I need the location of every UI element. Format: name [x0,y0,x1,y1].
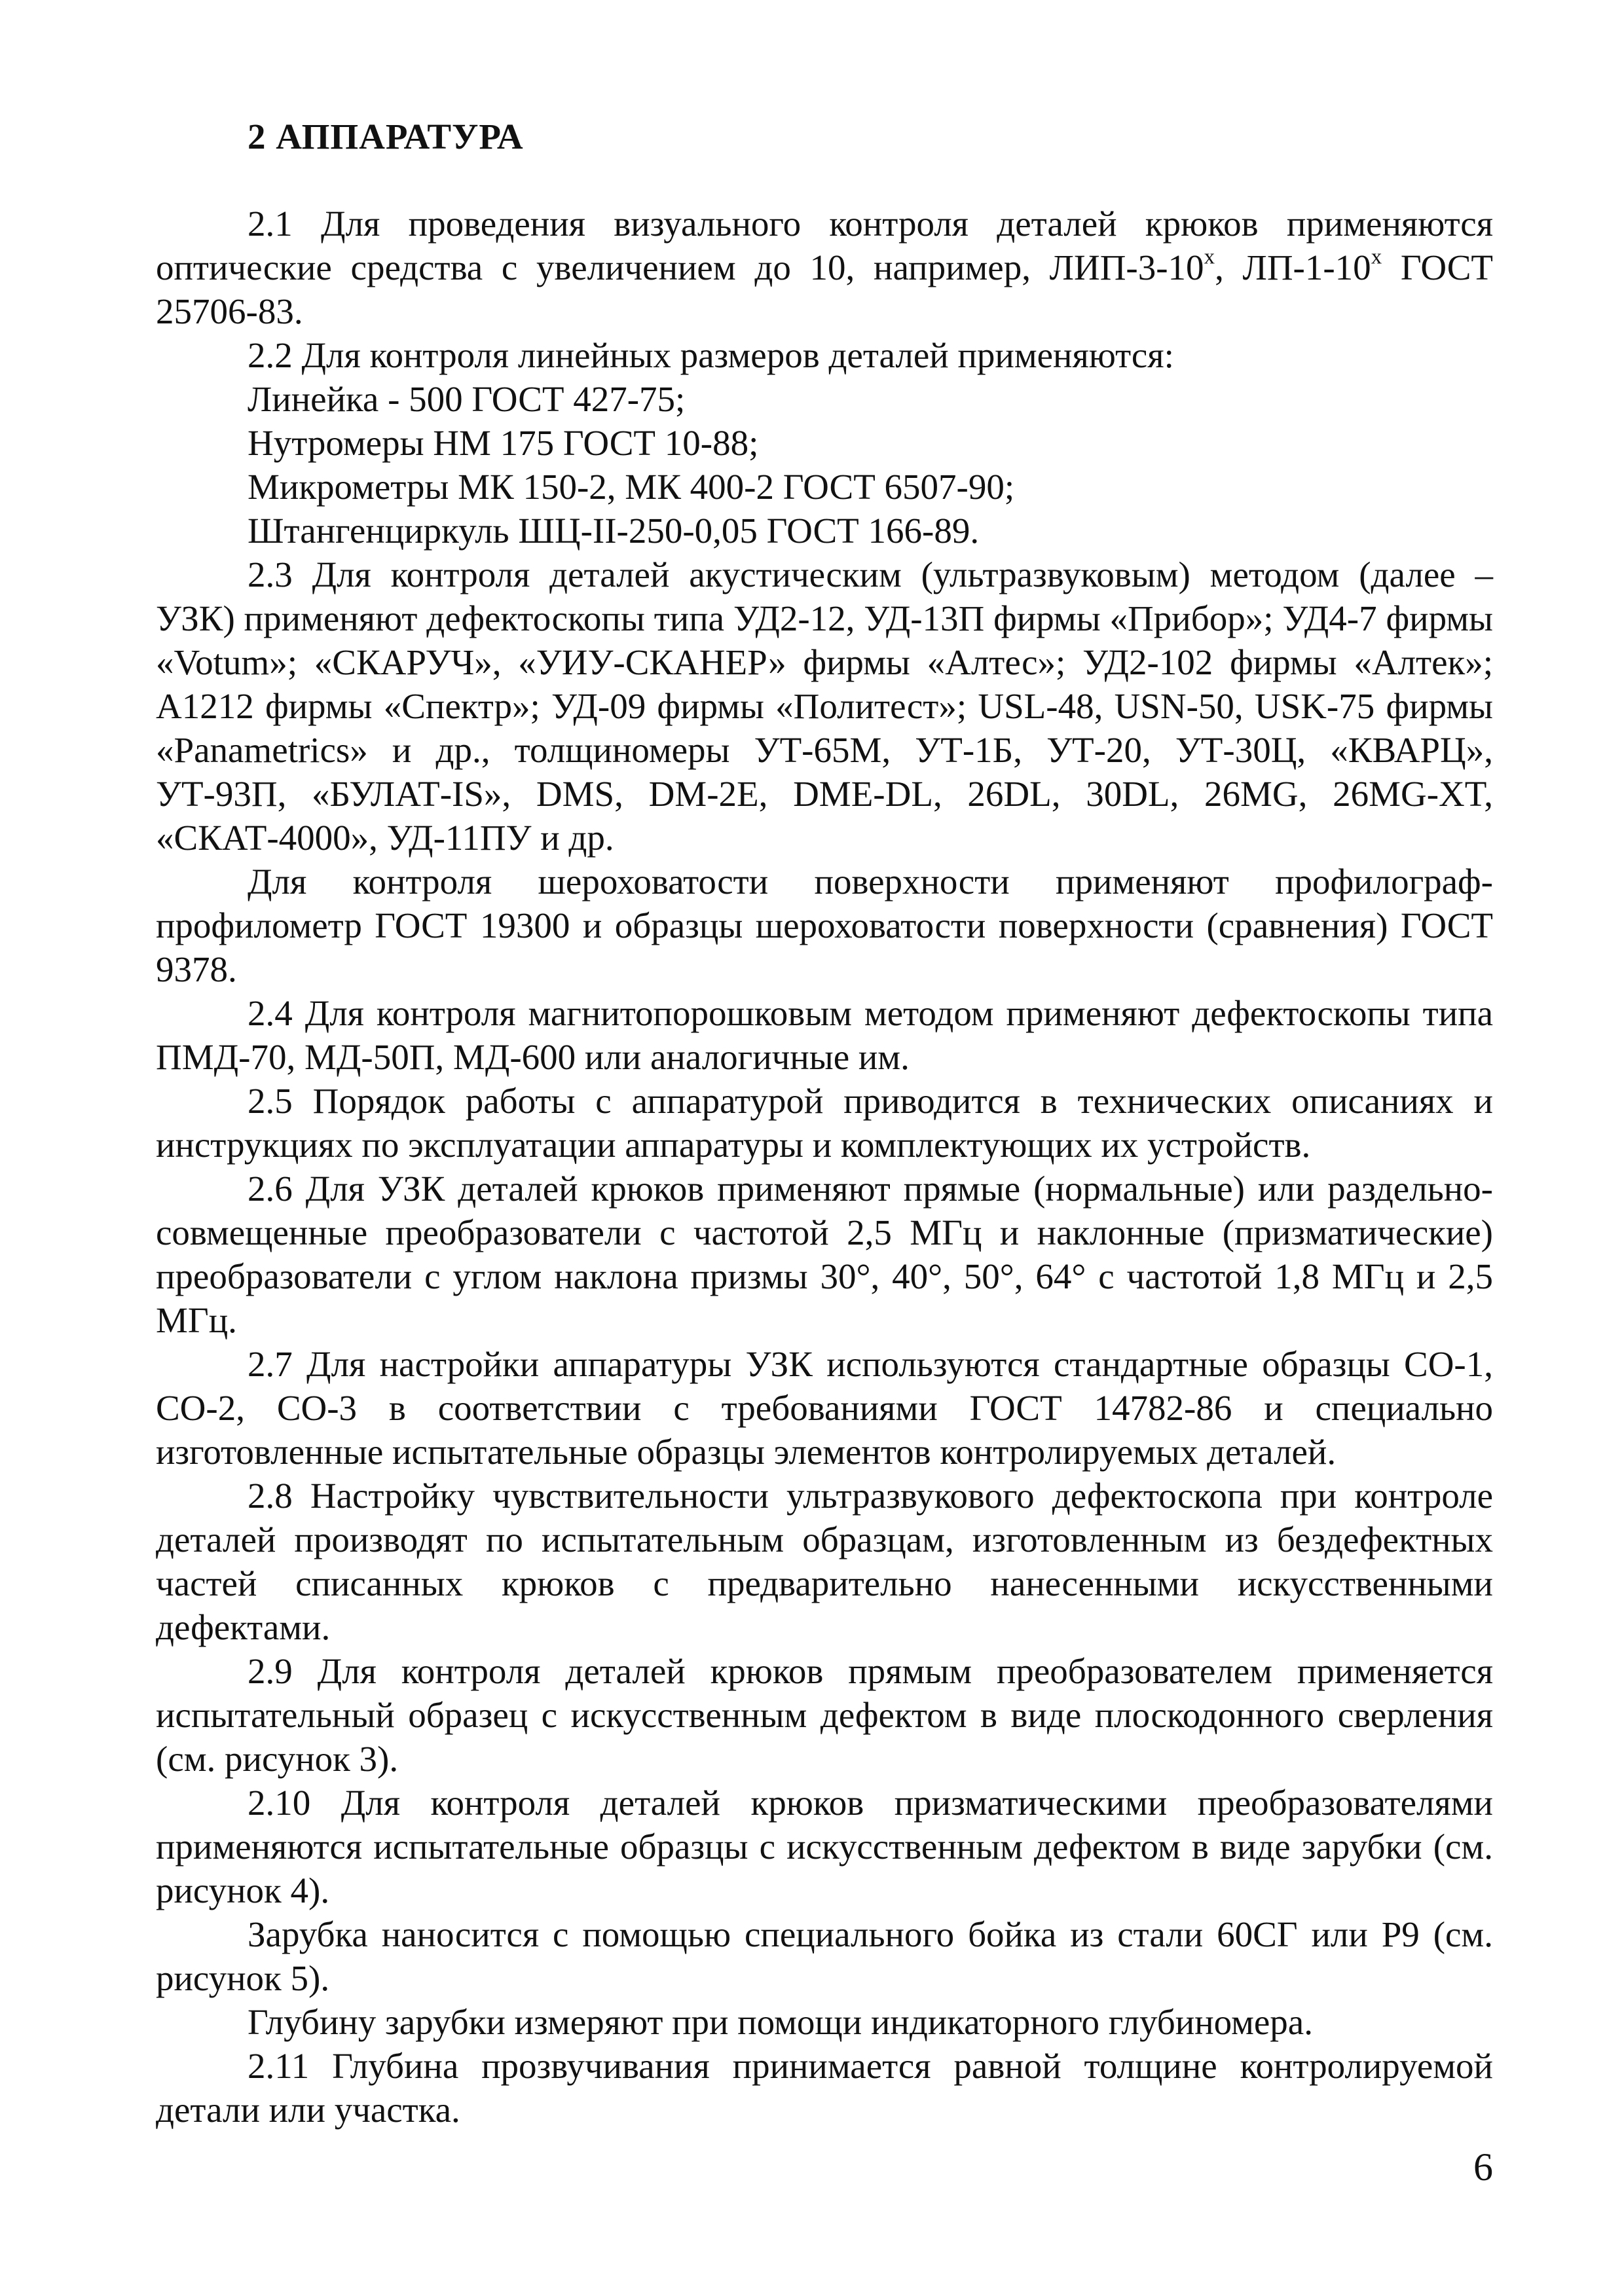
paragraph-2-3: 2.3 Для контроля деталей акустическим (ультразвуковым) методом (далее – УЗК) применяют дефектоскопы типа УД2-12, УД-13П фирмы «Прибор»; УД4-7 фирмы «Votum»; «СКАРУЧ», «УИУ-СКАНЕР» фирмы «Алтес»; УД2-102 фирмы «Алтек»; А1212 фирмы «Спектр»; УД-09 фирмы «Политест»; USL-48, USN-50, USK-75 фирмы «Panametrics» и др., толщиномеры УТ-65М, УТ-1Б, УТ-20, УТ-30Ц, «КВАРЦ», УТ-93П, «БУЛАТ-IS», DMS, DM-2E, DME-DL, 26DL, 30DL, 26MG, 26MG-XT, «СКАТ-4000», УД-11ПУ и др. [156,555,1493,858]
paragraph-2-11: 2.11 Глубина прозвучивания принимается равной толщине контролируемой детали или участка. [156,2046,1493,2130]
paragraph-2-1-tail: ГОСТ 25706-83. [156,247,1493,331]
page-number: 6 [1473,2145,1493,2189]
superscript-2: x [1371,245,1382,269]
instrument-line: Микрометры МК 150-2, МК 400-2 ГОСТ 6507-90; [248,467,1015,507]
paragraph-2-7: 2.7 Для настройки аппаратуры УЗК используются стандартные образцы СО-1, СО-2, СО-3 в соответствии с требованиями ГОСТ 14782-86 и специально изготовленные испытательные образцы элементов контролируемых деталей. [156,1344,1493,1472]
instrument-line: Штангенциркуль ШЦ-II-250-0,05 ГОСТ 166-89. [248,511,980,551]
paragraph-2-1 [156,202,1493,333]
instrument-line: Нутромеры НМ 175 ГОСТ 10-88; [248,423,759,463]
paragraph-depth: Глубину зарубки измеряют при помощи индикаторного глубиномера. [248,2002,1313,2042]
paragraph-2-10: 2.10 Для контроля деталей крюков призматическими преобразователями применяются испытательные образцы с искусственным дефектом в виде зарубки (см. рисунок 4). [156,1783,1493,1910]
paragraph-2-1-mid: , ЛП-1-10 [1215,247,1371,287]
superscript-1: x [1204,245,1215,269]
paragraph-2-6: 2.6 Для УЗК деталей крюков применяют прямые (нормальные) или раздельно-совмещенные преобразователи с частотой 2,5 МГц и наклонные (призматические) преобразователи с углом наклона призмы 30°, 40°, 50°, 64° с частотой 1,8 МГц и 2,5 МГц. [156,1169,1493,1340]
paragraph-2-1-text: 2.1 Для проведения визуального контроля деталей крюков применяются оптические средства с увеличением до 10, например, ЛИП-3-10 [156,204,1493,287]
instrument-line: Линейка - 500 ГОСТ 427-75; [248,379,686,419]
section-heading: 2 АППАРАТУРА [248,117,524,156]
paragraph-notch: Зарубка наносится с помощью специального бойка из стали 60СГ или Р9 (см. рисунок 5). [156,1914,1493,1998]
paragraph-2-5: 2.5 Порядок работы с аппаратурой приводится в технических описаниях и инструкциях по эксплуатации аппаратуры и комплектующих их устройств. [156,1081,1493,1165]
paragraph-roughness: Для контроля шероховатости поверхности применяют профилограф-профилометр ГОСТ 19300 и образцы шероховатости поверхности (сравнения) ГОСТ 9378. [156,862,1493,989]
paragraph-2-2: 2.2 Для контроля линейных размеров деталей применяются: [248,335,1174,375]
paragraph-2-8: 2.8 Настройку чувствительности ультразвукового дефектоскопа при контроле деталей производят по испытательным образцам, изготовленным из бездефектных частей списанных крюков с предварительно нанесенными искусственными дефектами. [156,1476,1493,1647]
paragraph-2-9: 2.9 Для контроля деталей крюков прямым преобразователем применяется испытательный образец с искусственным дефектом в виде плоскодонного сверления (см. рисунок 3). [156,1651,1493,1779]
document-page [156,115,1493,2132]
paragraph-2-4: 2.4 Для контроля магнитопорошковым методом применяют дефектоскопы типа ПМД-70, МД-50П, МД-600 или аналогичные им. [156,993,1493,1077]
